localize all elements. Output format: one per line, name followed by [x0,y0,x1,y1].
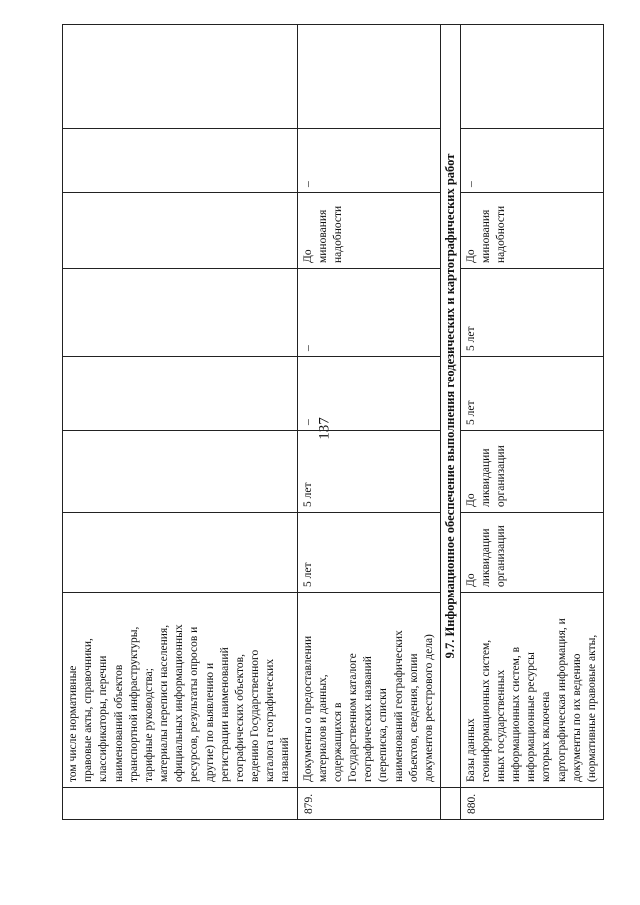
section-heading: 9.7. Информационное обеспечение выполнения геодезических и картографических работ [441,25,461,788]
table-row-continued [63,25,298,820]
retention-cell: 5 лет [297,431,441,513]
retention-cell: До ликвидации организации [460,513,604,593]
retention-cell: До минования надобности [460,193,604,269]
row-description: Документы о предоставлении материалов и данных, содержащихся в Государственном каталоге географических названий (переписка, списки наименований географических объектов, сведения, копии документов реестрового дела) [297,593,441,788]
retention-cell: До ликвидации организации [460,431,604,513]
row-description: том числе нормативные правовые акты, справочники, классификаторы, перечни наименований объектов транспортной инфраструктуры, тарифные руководства; материалы переписи населения, официальных информационных ресурсов, результаты опросов и другие) по выявлению и регистрации наименований географических объектов, ведению Государственного каталога географических названий [63,593,298,788]
page-number: 137 [316,417,333,440]
section-heading-row [441,25,461,820]
retention-cell: – [297,357,441,431]
retention-cell: До минования надобности [297,193,441,269]
retention-cell: – [460,129,604,193]
row-description: Базы данных геоинформационных систем, иных государственных информационных систем, в информационные ресурсы которых включена картографическая информация, и документы по их ведению (нормативные правовые акты, [460,593,604,788]
records-table-page [62,25,598,820]
retention-cell: 5 лет [460,357,604,431]
row-number [63,788,298,820]
records-retention-table [62,24,604,820]
retention-cell: – [297,129,441,193]
table-row-880 [460,25,604,820]
retention-cell: 5 лет [460,269,604,357]
table-row-879 [297,25,441,820]
row-number: 879. [297,788,441,820]
retention-cell: 5 лет [297,513,441,593]
row-number: 880. [460,788,604,820]
retention-cell: – [297,269,441,357]
